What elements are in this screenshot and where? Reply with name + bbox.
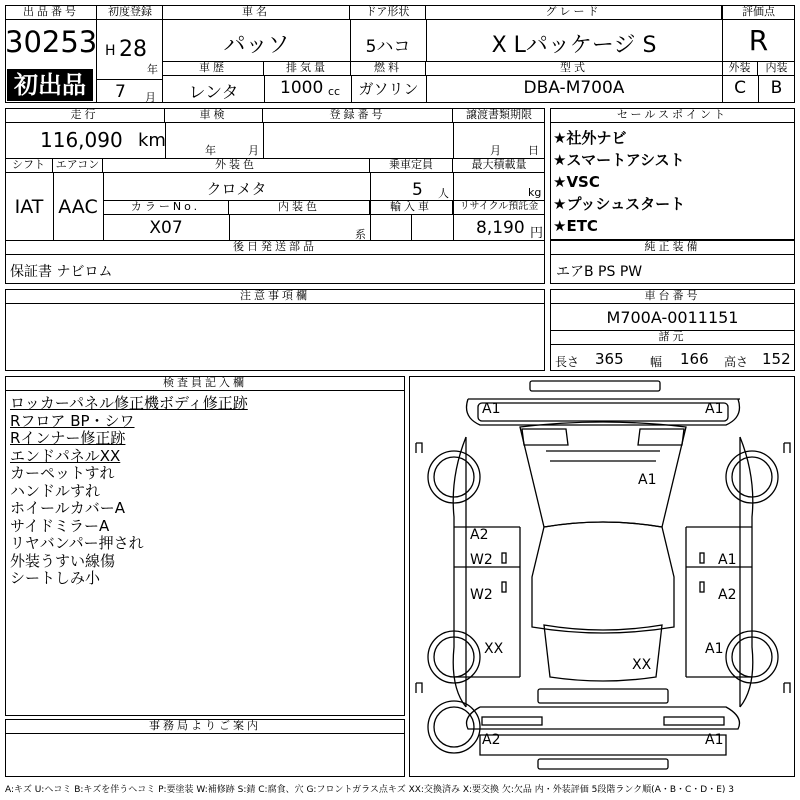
fuel: ガソリン [358,80,419,98]
sales-points-label: セールスポイント [550,108,795,123]
transfer-label: 譲渡書類期限 [453,108,545,123]
shift: IAT [14,196,44,218]
height-label: 高さ [724,355,749,369]
inspector-notes [10,395,248,588]
color-number: X07 [149,218,183,238]
reg-number-label: 登録番号 [263,108,453,123]
load-unit: kg [528,186,542,199]
height: 152 [762,350,791,368]
exterior-grade: C [734,78,746,98]
shift-label: シフト [5,158,53,173]
chassis-number: M700A-0011151 [606,308,739,327]
damage-mark: A1 [718,552,737,568]
capacity: 5 [412,180,423,200]
note-item: 外装うすい線傷 [10,551,116,570]
displacement-label: 排気量 [264,61,351,76]
note-item: シートしみ小 [10,569,101,587]
era: H [105,43,116,59]
interior-label: 内装 [758,61,795,76]
damage-mark: A1 [638,472,657,488]
office-label: 事務局よりご案内 [5,719,405,734]
note-item: エンドパネルXX [10,446,121,465]
import-label: 輸入車 [370,200,453,215]
int-color-label: 内装色 [229,200,370,215]
first-reg-box [97,5,163,103]
fuel-label: 燃料 [351,61,426,76]
note-item: ロッカーパネル修正機ボディ修正跡 [10,394,248,412]
note-item: サイドミラーA [10,516,110,535]
car-outline [410,377,796,778]
equipment-label: 純正装備 [550,240,795,255]
exterior-label: 外装 [722,61,758,76]
note-item: カーペットすれ [10,464,115,482]
month-unit: 月 [145,91,156,104]
recycle-label: リサイクル預託金 [453,200,545,215]
recycle-unit: 円 [530,226,544,241]
car-diagram [409,376,795,777]
reg-year: 28 [119,37,147,62]
damage-mark: A1 [705,641,724,657]
model-code: DBA-M700A [523,78,625,98]
damage-mark: A1 [705,401,724,417]
ac-label: エアコン [53,158,103,173]
sales-points-list [553,127,685,237]
reg-month: 7 [115,82,126,102]
damage-mark: W2 [470,587,493,603]
caution-label: 注意事項欄 [5,289,545,304]
displacement-unit: cc [328,85,341,98]
color-no-label: カラーNo. [103,200,229,215]
door-label: ドア形状 [350,5,426,20]
capacity-unit: 人 [438,187,449,200]
sales-point: ★VSC [553,173,600,191]
width: 166 [680,350,709,368]
length: 365 [595,350,624,368]
note-item: ホイールカバーA [10,499,125,517]
inspection-month-unit: 月 [248,144,259,157]
first-listing-badge: 初出品 [7,69,93,101]
air-conditioner: AAC [58,196,98,218]
equipment-value: エアB PS PW [556,264,643,280]
lot-number-label: 出品番号 [5,5,97,20]
car-name: パッソ [223,33,290,58]
grade-label: グレード [426,5,722,20]
history-label: 車歴 [163,61,264,76]
displacement: 1000 [280,78,324,98]
note-item: Rインナー修正跡 [10,429,126,447]
color-label: 外装色 [103,158,370,173]
damage-mark: W2 [470,552,493,568]
sales-point: ★社外ナビ [553,129,627,147]
load-label: 最大積載量 [453,158,545,173]
rating-label: 評価点 [722,5,795,20]
year-unit: 年 [147,63,158,76]
damage-mark: XX [484,641,504,657]
sales-point: ★スマートアシスト [553,151,685,169]
door-type: 5ハコ [365,37,411,57]
sales-point: ★プッシュスタート [553,195,686,213]
damage-mark: XX [632,657,652,673]
note-item: リヤバンパー押され [10,534,144,552]
mileage-label: 走行 [5,108,165,123]
chassis-label: 車台番号 [550,289,795,304]
damage-mark: A1 [482,401,501,417]
lot-number-box [5,5,97,103]
capacity-label: 乗車定員 [370,158,453,173]
width-label: 幅 [650,355,663,369]
damage-mark: A1 [705,732,724,748]
model-label: 型式 [426,61,722,76]
dims-label: 諸元 [550,330,795,345]
transfer-month-unit: 月 [490,144,501,157]
transfer-day-unit: 日 [528,144,539,157]
legend: A:キズ U:ヘコミ B:キズを伴うヘコミ P:要塗装 W:補修跡 S:錆 C:腐食、穴 G:フロントガラス点キズ XX:交換済み X:要交換 欠:欠品 内・外装評価 5段階ランク順(A・B・C・D・E) 3 [5,785,735,795]
interior-grade: B [770,78,783,98]
length-label: 長さ [555,355,580,369]
note-item: ハンドルすれ [10,481,101,500]
damage-mark: A2 [718,587,737,603]
lot-number: 30253 [5,25,98,59]
rating: R [748,24,769,57]
inspection-year-unit: 年 [205,144,216,157]
later-parts: 保証書 ナビロム [10,264,113,280]
grade: X Lパッケージ S [491,33,657,58]
inspector-label: 検査員記入欄 [5,376,405,391]
sales-point: ★ETC [553,217,598,235]
first-reg-label: 初度登録 [97,5,163,20]
body-color: クロメタ [206,180,267,198]
inspection-label: 車検 [165,108,263,123]
mileage-unit: km [138,130,166,151]
history: レンタ [188,83,239,103]
note-item: Rフロア BP・シワ [10,411,135,430]
damage-mark: A2 [470,527,489,543]
later-parts-label: 後日発送部品 [5,240,545,255]
damage-mark: A2 [482,732,501,748]
mileage: 116,090 [40,128,123,152]
recycle-fee: 8,190 [476,218,525,238]
car-name-label: 車名 [163,5,350,20]
int-color-unit: 系 [355,228,366,241]
